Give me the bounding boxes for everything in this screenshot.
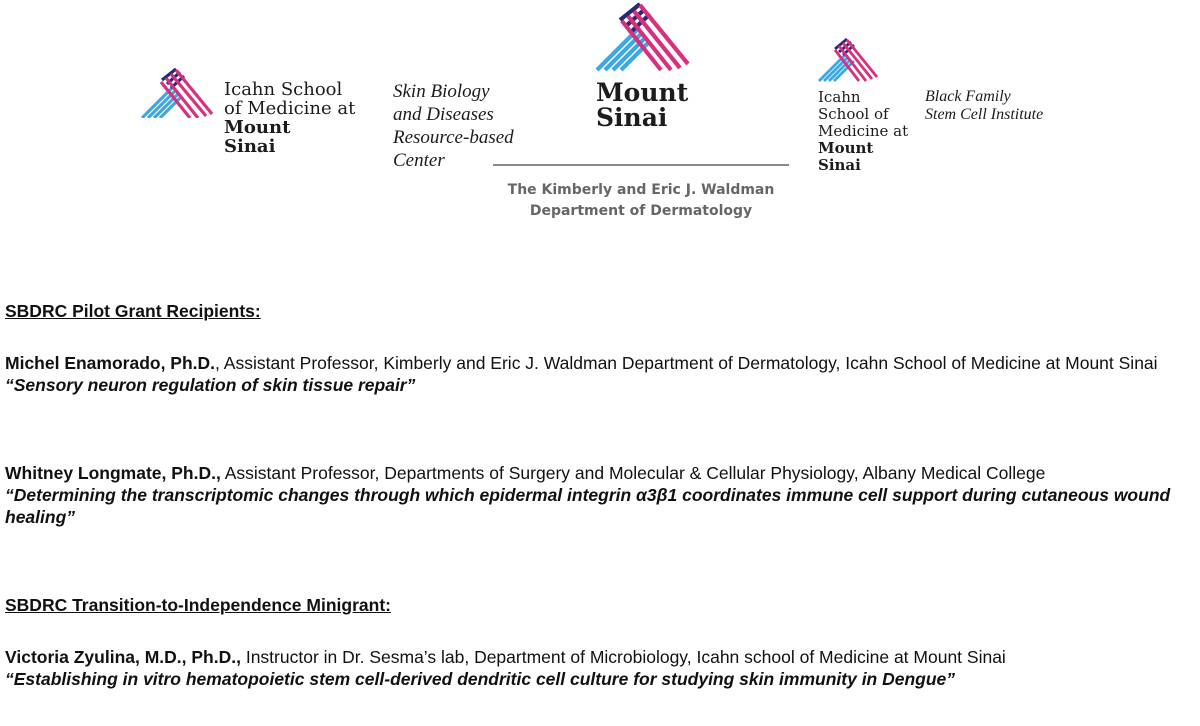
recipient-affiliation: , Assistant Professor, Kimberly and Eric J. Waldman Department of Dermatology, Icahn School of Medicine at Mount Sinai: [215, 353, 1158, 373]
wordmark-line: Medicine at: [818, 122, 909, 140]
department-divider: [493, 164, 789, 166]
recipient-entry: [5, 352, 1195, 396]
wordmark-line: Center: [393, 150, 445, 171]
wordmark-line: Black Family: [925, 88, 1011, 105]
wordmark-line: Icahn: [818, 88, 861, 106]
sbdrc-wordmark: [393, 80, 514, 172]
recipient-affiliation-paragraph: [5, 646, 1195, 668]
wordmark-line: Skin Biology: [393, 81, 490, 102]
black-family-institute-wordmark: [925, 88, 1043, 124]
section-heading: [5, 300, 1195, 322]
project-title: “Determining the transcriptomic changes through which epidermal integrin α3β1 coordinates immune cell support during cutaneous wound healing”: [5, 485, 1171, 527]
wordmark-line: Mount: [224, 117, 291, 138]
department-name: [490, 180, 792, 222]
wordmark-line: Icahn School: [224, 79, 343, 100]
wordmark-line: and Diseases: [393, 104, 494, 125]
section-heading-text: SBDRC Transition-to-Independence Minigrant:: [5, 595, 391, 615]
section-heading: [5, 594, 1195, 616]
mount-sinai-logo-mark-left: [140, 68, 222, 118]
icahn-school-wordmark-right: [818, 89, 908, 174]
wordmark-line: Sinai: [818, 156, 861, 174]
recipient-entry: [5, 646, 1195, 690]
mount-sinai-wordmark: [596, 80, 688, 130]
mount-sinai-logo-mark-right: [817, 38, 883, 82]
recipient-name: Michel Enamorado, Ph.D.: [5, 353, 216, 373]
wordmark-line: Sinai: [224, 136, 276, 157]
recipient-name: Victoria Zyulina, M.D., Ph.D.,: [5, 647, 241, 667]
wordmark-line: Stem Cell Institute: [925, 106, 1044, 123]
recipient-affiliation: Instructor in Dr. Sesma’s lab, Department of Microbiology, Icahn school of Medicine at Mount Sinai: [240, 647, 1006, 667]
section-heading-text: SBDRC Pilot Grant Recipients:: [5, 301, 261, 321]
wordmark-line: Mount: [818, 139, 874, 157]
recipient-name: Whitney Longmate, Ph.D.,: [5, 463, 221, 483]
department-line: The Kimberly and Eric J. Waldman: [507, 182, 775, 198]
wordmark-line: Mount: [596, 78, 689, 107]
mount-sinai-logo-mark-center: [594, 2, 694, 72]
project-title: “Establishing in vitro hematopoietic stem cell-derived dendritic cell culture for studying skin immunity in Dengue”: [5, 669, 956, 689]
icahn-school-wordmark-left: [224, 80, 355, 156]
wordmark-line: Resource-based: [393, 127, 514, 148]
recipient-affiliation-paragraph: [5, 352, 1195, 374]
recipient-affiliation-paragraph: [5, 462, 1195, 484]
recipient-affiliation: Assistant Professor, Departments of Surgery and Molecular & Cellular Physiology, Albany Medical College: [220, 463, 1046, 483]
wordmark-line: School of: [818, 105, 889, 123]
recipient-entry: [5, 462, 1195, 528]
wordmark-line: Sinai: [596, 103, 668, 132]
department-line: Department of Dermatology: [529, 203, 753, 219]
project-title: “Sensory neuron regulation of skin tissue repair”: [5, 375, 416, 395]
wordmark-line: of Medicine at: [224, 98, 356, 119]
